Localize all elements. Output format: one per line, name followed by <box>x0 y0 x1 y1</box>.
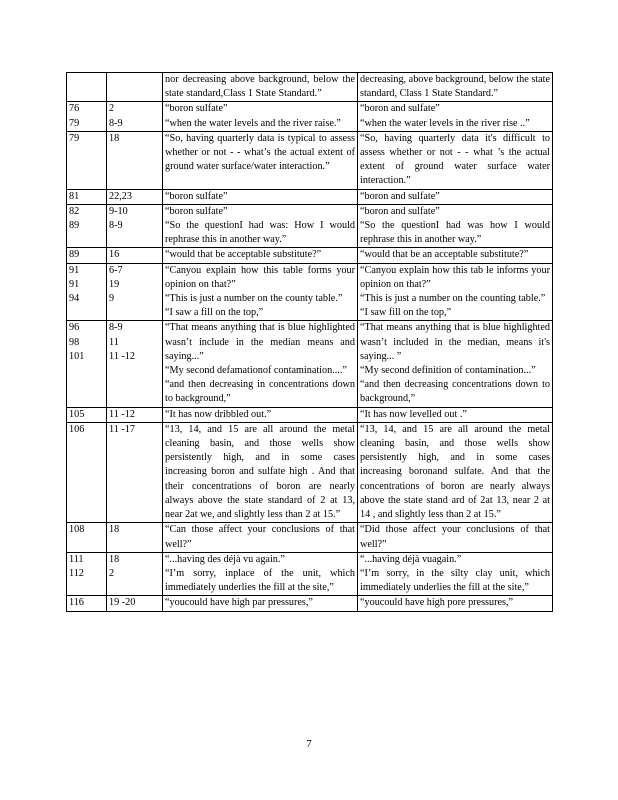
page-entry: 111 <box>69 553 84 565</box>
page-entry: 89 <box>69 220 80 232</box>
original-text-entry: “It has now dribbled out.” <box>165 408 272 420</box>
original-text-cell <box>163 248 358 263</box>
page-entry: 98 <box>69 336 80 348</box>
table-row <box>67 552 553 596</box>
line-entry: 19 <box>109 278 120 290</box>
original-text-entry: “Can those affect your conclusions of that well?” <box>165 524 355 550</box>
page-entry: 82 <box>69 205 80 217</box>
original-text-entry: “youcould have high par pressures,” <box>165 597 313 609</box>
page-entry: 76 <box>69 103 80 115</box>
line-cell <box>107 102 163 131</box>
line-entry: 11 -17 <box>109 423 135 435</box>
line-cell <box>107 204 163 248</box>
page-entry: 106 <box>69 423 85 435</box>
original-text-entry: “That means anything that is blue highlighted wasn’t include in the median means and saying...” <box>165 322 355 362</box>
page-cell <box>67 73 107 102</box>
original-text-cell <box>163 102 358 131</box>
line-entry: 2 <box>109 103 115 115</box>
original-text-cell <box>163 523 358 552</box>
page-entry: 89 <box>69 249 80 261</box>
table-row <box>67 248 553 263</box>
table-row <box>67 263 553 321</box>
corrected-text-entry: “Canyou explain how this tab le informs your opinion on that?” <box>360 264 550 290</box>
corrected-text-entry: “This is just a number on the counting table.” <box>360 293 546 305</box>
corrected-text-entry: “So the questionI had was how I would rephrase this in another way.” <box>360 220 550 246</box>
corrected-text-entry: “That means anything that is blue highlighted wasn’t included in the median, means it's saying... ” <box>360 322 550 362</box>
line-entry: 11 -12 <box>109 408 135 420</box>
errata-table <box>66 72 553 612</box>
corrected-text-cell <box>358 422 553 522</box>
table-row <box>67 131 553 189</box>
corrected-text-entry: “boron and sulfate” <box>360 205 440 217</box>
line-entry: 6-7 <box>109 264 123 276</box>
page-entry: 79 <box>69 132 80 144</box>
original-text-entry: “I saw a fill on the top,” <box>165 307 264 319</box>
corrected-text-cell <box>358 131 553 189</box>
original-text-cell <box>163 263 358 321</box>
page-entry: 116 <box>69 597 84 609</box>
page-entry: 112 <box>69 567 84 579</box>
page-cell <box>67 407 107 422</box>
original-text-cell <box>163 407 358 422</box>
line-entry: 2 <box>109 567 115 579</box>
line-cell <box>107 596 163 611</box>
original-text-entry: “and then decreasing in concentrations down to background,” <box>165 379 355 405</box>
original-text-entry: “13, 14, and 15 are all around the metal cleaning basin, and those wells show persistently high, and in some cases increasing boron and sulfate high . And that their concentrations of boron are nearly always above the state standard of 2 at 13, near 2at we, and slightly less than 2 at 15.” <box>165 423 355 521</box>
corrected-text-entry: “My second definition of contamination...” <box>360 365 536 377</box>
page-entry: 81 <box>69 190 80 202</box>
line-entry: 19 -20 <box>109 597 136 609</box>
line-entry: 9-10 <box>109 205 128 217</box>
line-cell <box>107 422 163 522</box>
corrected-text-cell <box>358 102 553 131</box>
corrected-text-entry: “I saw fill on the top,” <box>360 307 452 319</box>
line-entry: 18 <box>109 524 120 536</box>
line-cell <box>107 321 163 407</box>
page-entry: 79 <box>69 117 80 129</box>
line-entry: 8-9 <box>109 220 123 232</box>
table-row <box>67 204 553 248</box>
page-entry: 91 <box>69 278 80 290</box>
corrected-text-cell <box>358 73 553 102</box>
line-entry: 18 <box>109 132 120 144</box>
corrected-text-cell <box>358 263 553 321</box>
original-text-cell <box>163 73 358 102</box>
line-entry: 16 <box>109 249 120 261</box>
line-entry: 8-9 <box>109 322 123 334</box>
page-entry: 91 <box>69 264 80 276</box>
corrected-text-entry: “It has now levelled out .” <box>360 408 467 420</box>
page-cell <box>67 102 107 131</box>
corrected-text-entry: “Did those affect your conclusions of that well?” <box>360 524 550 550</box>
line-entry: 11 -12 <box>109 350 135 362</box>
corrected-text-cell <box>358 523 553 552</box>
original-text-entry: “when the water levels and the river raise.” <box>165 117 341 129</box>
corrected-text-entry: “13, 14, and 15 are all around the metal cleaning basin, and those wells show persistently high, and in some cases increasing boronand sulfate. And that the concentrations of boron are nearly always above the state stand ard of 2at 13, near 2 at 14 , and slightly less than 2 at 15.” <box>360 423 550 521</box>
page-number: 7 <box>306 738 312 750</box>
page-entry: 108 <box>69 524 85 536</box>
corrected-text-cell <box>358 407 553 422</box>
line-entry: 8-9 <box>109 117 123 129</box>
corrected-text-entry: “...having déjà vuagain.” <box>360 553 462 565</box>
line-cell <box>107 552 163 596</box>
page-entry: 96 <box>69 322 80 334</box>
page-entry: 94 <box>69 293 80 305</box>
page-cell <box>67 189 107 204</box>
corrected-text-entry: “boron and sulfate” <box>360 190 440 202</box>
corrected-text-cell <box>358 248 553 263</box>
original-text-cell <box>163 596 358 611</box>
corrected-text-entry: “youcould have high pore pressures,” <box>360 597 514 609</box>
corrected-text-entry: “and then decreasing concentrations down to background,” <box>360 379 550 405</box>
corrected-text-cell <box>358 204 553 248</box>
line-cell <box>107 248 163 263</box>
line-cell <box>107 407 163 422</box>
original-text-cell <box>163 204 358 248</box>
table-row <box>67 102 553 131</box>
table-row <box>67 596 553 611</box>
line-cell <box>107 189 163 204</box>
table-row <box>67 73 553 102</box>
line-entry: 22,23 <box>109 190 132 202</box>
corrected-text-entry: “I’m sorry, in the silty clay unit, which immediately underlies the fill at the site,” <box>360 567 550 594</box>
page-cell <box>67 204 107 248</box>
line-entry: 18 <box>109 553 120 565</box>
original-text-entry: “boron sulfate” <box>165 190 228 202</box>
line-cell <box>107 73 163 102</box>
corrected-text-cell <box>358 321 553 407</box>
line-cell <box>107 523 163 552</box>
line-cell <box>107 131 163 189</box>
table-row <box>67 321 553 407</box>
corrected-text-cell <box>358 596 553 611</box>
corrected-text-entry: “So, having quarterly data it's difficult to assess whether or not - - what ’s the actual extent of ground water surface water interaction.” <box>360 132 550 187</box>
line-cell <box>107 263 163 321</box>
original-text-entry: “So the questionI had was: How I would rephrase this in another way.” <box>165 220 355 246</box>
corrected-text-cell <box>358 552 553 596</box>
original-text-entry: “...having des déjà vu again.” <box>165 553 285 565</box>
original-text-entry: “My second defamationof contamination....” <box>165 365 347 377</box>
line-entry: 11 <box>109 336 119 348</box>
page-cell <box>67 248 107 263</box>
original-text-entry: nor decreasing above background, below the state standard,Class 1 State Standard.” <box>165 74 355 100</box>
page-cell <box>67 552 107 596</box>
table-row <box>67 422 553 522</box>
table-row <box>67 523 553 552</box>
table-row <box>67 407 553 422</box>
original-text-entry: “boron sulfate” <box>165 205 228 217</box>
original-text-cell <box>163 422 358 522</box>
original-text-cell <box>163 131 358 189</box>
page-cell <box>67 422 107 522</box>
line-entry: 9 <box>109 293 115 305</box>
original-text-entry: “So, having quarterly data is typical to assess whether or not - - what’s the actual extent of ground water surface/water interaction.” <box>165 132 355 173</box>
page-entry: 105 <box>69 408 85 420</box>
original-text-entry: “boron sulfate” <box>165 103 228 115</box>
original-text-entry: “This is just a number on the county table.” <box>165 293 343 305</box>
page-cell <box>67 263 107 321</box>
page-entry: 101 <box>69 350 85 362</box>
corrected-text-entry: “when the water levels in the river rise ..” <box>360 117 530 129</box>
original-text-cell <box>163 321 358 407</box>
original-text-cell <box>163 552 358 596</box>
corrected-text-entry: decreasing, above background, below the state standard, Class 1 State Standard.” <box>360 74 550 100</box>
original-text-entry: “Canyou explain how this table forms your opinion on that?” <box>165 264 355 290</box>
page-cell <box>67 321 107 407</box>
original-text-entry: “would that be acceptable substitute?” <box>165 249 322 261</box>
page-cell <box>67 131 107 189</box>
corrected-text-entry: “boron and sulfate” <box>360 103 440 115</box>
original-text-cell <box>163 189 358 204</box>
corrected-text-cell <box>358 189 553 204</box>
table-row <box>67 189 553 204</box>
corrected-text-entry: “would that be an acceptable substitute?” <box>360 249 529 261</box>
page-cell <box>67 596 107 611</box>
original-text-entry: “I’m sorry, inplace of the unit, which immediately underlies the fill at the site,” <box>165 567 355 594</box>
page-cell <box>67 523 107 552</box>
